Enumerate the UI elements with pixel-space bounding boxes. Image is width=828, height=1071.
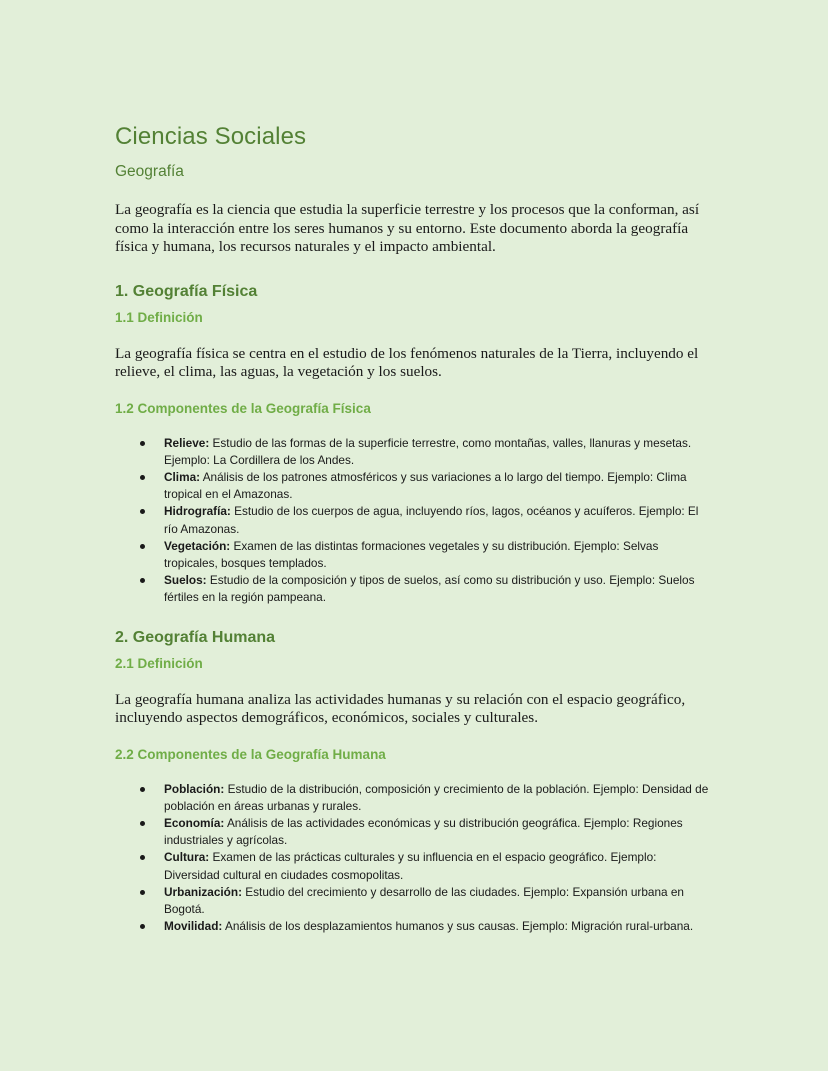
section2-list xyxy=(115,781,715,936)
list-item xyxy=(164,435,715,469)
document-title: Ciencias Sociales xyxy=(115,123,307,150)
list-item xyxy=(164,503,715,537)
list-item xyxy=(164,918,715,935)
section1-heading: 1. Geografía Física xyxy=(115,282,258,300)
list-item-text: Análisis de las actividades económicas y su distribución geográfica. Ejemplo: Regiones industriales y agrícolas. xyxy=(164,815,683,848)
list-item xyxy=(164,469,715,503)
list-item-term: Suelos: xyxy=(164,573,207,588)
list-item-text: Estudio de los cuerpos de agua, incluyendo ríos, lagos, océanos y acuíferos. Ejemplo: El río Amazonas. xyxy=(164,504,699,536)
section2-sub1-heading: 2.1 Definición xyxy=(115,655,203,671)
list-item-text: Análisis de los patrones atmosféricos y sus variaciones a lo largo del tiempo. Ejemplo: Clima tropical en el Amazonas. xyxy=(164,469,687,502)
document-page xyxy=(115,118,715,935)
list-item-text: Análisis de los desplazamientos humanos y sus causas. Ejemplo: Migración rural-urbana. xyxy=(222,919,694,934)
list-item-text: Estudio de las formas de la superficie terrestre, como montañas, valles, llanuras y mesetas. Ejemplo: La Cordillera de los Andes. xyxy=(164,435,692,467)
list-item-text: Examen de las prácticas culturales y su influencia en el espacio geográfico. Ejemplo: Diversidad cultural en ciudades cosmopolitas. xyxy=(164,850,657,882)
list-item xyxy=(164,781,715,815)
section1-sub2-heading: 1.2 Componentes de la Geografía Física xyxy=(115,400,371,416)
intro-paragraph: La geografía es la ciencia que estudia la superficie terrestre y los procesos que la conforman, así como la interacción entre los seres humanos y su entorno. Este documento aborda la geografía física y humana, los recursos naturales y el impacto ambiental. xyxy=(115,201,700,255)
list-item-text: Examen de las distintas formaciones vegetales y su distribución. Ejemplo: Selvas tropicales, bosques templados. xyxy=(164,538,659,570)
list-item-term: Cultura: xyxy=(164,850,210,865)
list-item-term: Relieve: xyxy=(164,435,210,450)
list-item-text: Estudio del crecimiento y desarrollo de las ciudades. Ejemplo: Expansión urbana en Bogotá. xyxy=(164,884,684,916)
list-item-term: Economía: xyxy=(164,815,225,830)
list-item-term: Vegetación: xyxy=(164,538,231,553)
section1-sub1-heading: 1.1 Definición xyxy=(115,309,203,325)
list-item-term: Movilidad: xyxy=(164,919,223,934)
list-item-term: Hidrografía: xyxy=(164,504,231,519)
list-item xyxy=(164,815,715,849)
section2-heading: 2. Geografía Humana xyxy=(115,628,276,646)
list-item xyxy=(164,849,715,883)
section1-list xyxy=(115,435,715,607)
list-item-term: Población: xyxy=(164,781,225,796)
list-item-term: Clima: xyxy=(164,469,201,484)
list-item-text: Estudio de la distribución, composición y crecimiento de la población. Ejemplo: Densidad de población en áreas urbanas y rurales. xyxy=(164,781,709,813)
section2-definition: La geografía humana analiza las actividades humanas y su relación con el espacio geográfico, incluyendo aspectos demográficos, económicos, sociales y culturales. xyxy=(115,690,686,727)
list-item xyxy=(164,538,715,572)
section1-definition: La geografía física se centra en el estudio de los fenómenos naturales de la Tierra, incluyendo el relieve, el clima, las aguas, la vegetación y los suelos. xyxy=(115,344,699,380)
section2-sub2-heading: 2.2 Componentes de la Geografía Humana xyxy=(115,746,386,762)
list-item xyxy=(164,884,715,918)
list-item-text: Estudio de la composición y tipos de suelos, así como su distribución y uso. Ejemplo: Suelos fértiles en la región pampeana. xyxy=(164,573,695,605)
list-item-term: Urbanización: xyxy=(164,884,242,899)
document-subtitle: Geografía xyxy=(115,163,184,180)
list-item xyxy=(164,572,715,606)
